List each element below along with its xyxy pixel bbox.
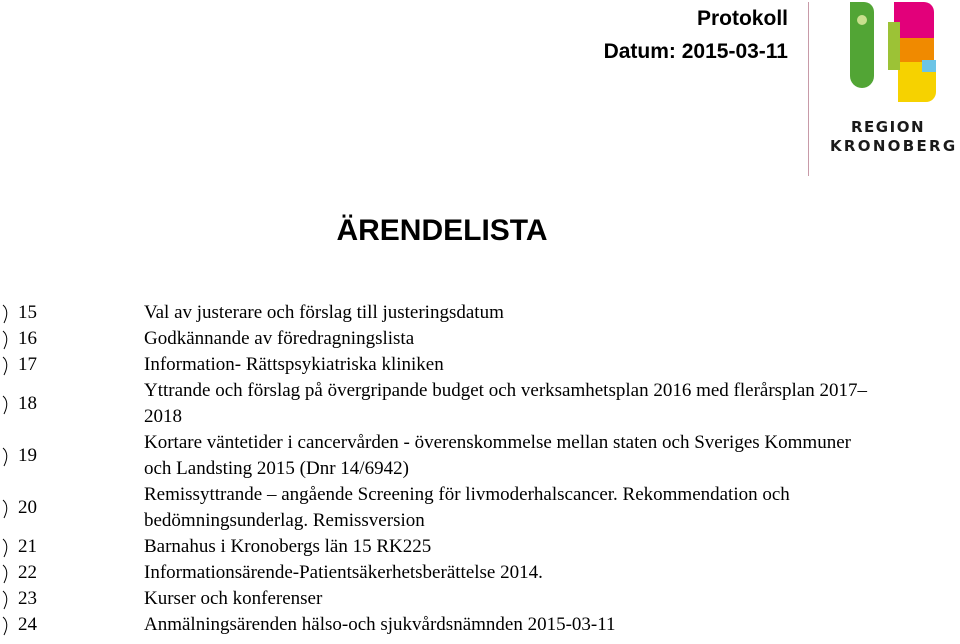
section-symbol-icon — [0, 353, 12, 377]
document-header — [604, 6, 788, 65]
agenda-item — [0, 560, 960, 586]
agenda-item-text: Kurser och konferenser — [144, 588, 323, 609]
agenda-item-number: 19 — [18, 445, 37, 466]
logo-shape-inner — [888, 22, 900, 70]
agenda-item — [0, 300, 960, 326]
agenda-item-text: Information- Rättspsykiatriska kliniken — [144, 354, 444, 375]
document-date: Datum: 2015-03-11 — [603, 40, 788, 63]
logo-line-2: KRONOBERG — [830, 137, 958, 155]
agenda-item-number: 22 — [18, 562, 37, 583]
agenda-item — [0, 482, 960, 534]
agenda-item-number: 24 — [18, 614, 37, 635]
document-type: Protokoll — [696, 7, 788, 30]
agenda-item-text: Anmälningsärenden hälso-och sjukvårdsnämnden 2015-03-11 — [144, 614, 616, 635]
logo-shape-left — [850, 2, 874, 88]
agenda-item — [0, 612, 960, 638]
section-symbol-icon — [0, 561, 12, 585]
agenda-item-text: Yttrande och förslag på övergripande budget och verksamhetsplan 2016 med flerårsplan 2017–2018 — [144, 380, 868, 427]
agenda-item-text: Informationsärende-Patientsäkerhetsberättelse 2014. — [144, 562, 543, 583]
page-title: ÄRENDELISTA — [336, 214, 548, 247]
agenda-item-number: 15 — [18, 302, 37, 323]
agenda-item — [0, 430, 960, 482]
section-symbol-icon — [0, 301, 12, 325]
agenda-item — [0, 378, 960, 430]
header-divider — [808, 2, 809, 176]
logo-dot — [857, 15, 867, 25]
section-symbol-icon — [0, 535, 12, 559]
logo-line-1: REGION — [851, 118, 925, 136]
agenda-item-text: Kortare väntetider i cancervården - överenskommelse mellan staten och Sveriges Kommuner och Landsting 2015 (Dnr 14/6942) — [144, 432, 851, 479]
agenda-item-number: 18 — [18, 393, 37, 414]
agenda-item-text: Remissyttrande – angående Screening för livmoderhalscancer. Rekommendation och bedömningsunderlag. Remissversion — [144, 484, 790, 531]
section-symbol-icon — [0, 587, 12, 611]
agenda-item — [0, 352, 960, 378]
section-symbol-icon — [0, 496, 12, 520]
agenda-item-number: 23 — [18, 588, 37, 609]
agenda-item-text: Barnahus i Kronobergs län 15 RK225 — [144, 536, 432, 557]
logo-wordmark — [826, 118, 960, 156]
agenda-item-number: 16 — [18, 328, 37, 349]
section-symbol-icon — [0, 444, 12, 468]
agenda-item-number: 17 — [18, 354, 37, 375]
section-symbol-icon — [0, 613, 12, 637]
agenda-list — [0, 300, 960, 638]
agenda-item — [0, 326, 960, 352]
section-symbol-icon — [0, 392, 12, 416]
agenda-item — [0, 534, 960, 560]
agenda-item-number: 21 — [18, 536, 37, 557]
logo-shape-accent — [922, 60, 936, 72]
section-symbol-icon — [0, 327, 12, 351]
agenda-item-text: Val av justerare och förslag till justeringsdatum — [144, 302, 504, 323]
agenda-item-text: Godkännande av föredragningslista — [144, 328, 415, 349]
agenda-item-number: 20 — [18, 497, 37, 518]
agenda-item — [0, 586, 960, 612]
